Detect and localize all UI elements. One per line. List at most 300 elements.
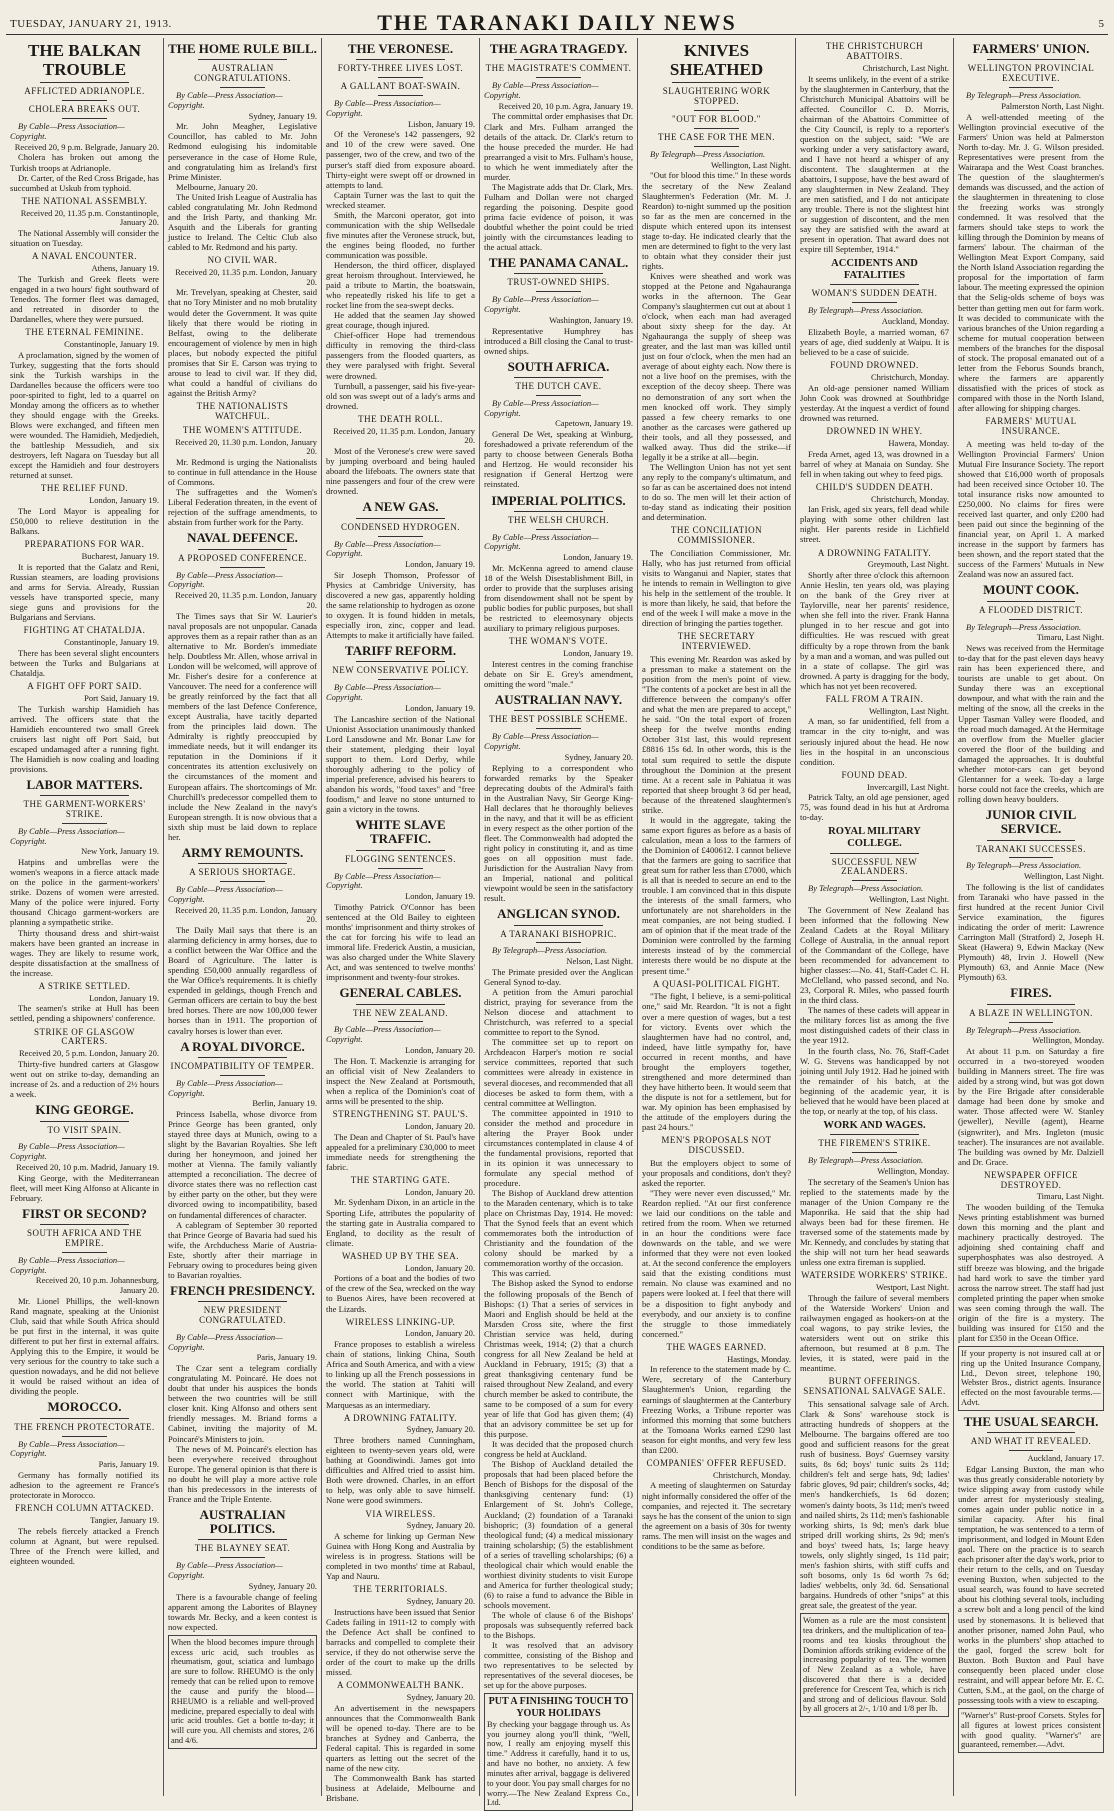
article (168, 42, 317, 252)
rule-divider (514, 925, 603, 926)
article-subhead: SLAUGHTERING WORK STOPPED. (662, 86, 771, 107)
article-headline: GENERAL CABLES. (339, 985, 462, 1001)
article-headline: WHITE SLAVE TRAFFIC. (355, 817, 446, 847)
article-subhead: FLOGGING SENTENCES. (344, 853, 456, 864)
rule-divider (356, 850, 445, 851)
article-paragraph: Patrick Talty, an old age pensioner, aged 75, was found dead in his hut at Ardroma to-day. (800, 792, 949, 823)
rule-divider (852, 302, 897, 303)
article (484, 637, 633, 689)
article (800, 771, 949, 823)
article-headline: THE STARTING GATE. (350, 1174, 451, 1185)
article-paragraph: Turnbull, a passenger, said his five-year-old son was swept out of a lady's arms and drowned. (326, 380, 475, 411)
article-subhead: AND WHAT IT REVEALED. (970, 1436, 1092, 1447)
article-dateline: London, January 19. (405, 702, 475, 713)
article-headline: MOROCCO. (47, 1399, 122, 1415)
article-dateline: Received 20, 11.30 p.m. London, January 20. (175, 436, 317, 457)
article-paragraph: Mr. Redmond is urging the Nationalists to continue in full attendance in the House of Commons. (168, 457, 317, 488)
article-dateline: Berlin, January 19. (252, 1098, 317, 1109)
article-dateline: Westport, Last Night. (876, 1282, 949, 1293)
article-dateline: Sydney, January 20. (406, 1424, 475, 1435)
article-headline: AUSTRALIAN POLITICS. (199, 1506, 286, 1537)
rule-divider (1009, 1450, 1053, 1451)
article-dateline: London, January 20. (405, 1262, 475, 1273)
article-headline: A STRIKE SETTLED. (38, 980, 131, 991)
column-6 (796, 38, 954, 1796)
article-byline: By Telegraph—Press Association. (808, 1155, 924, 1166)
article-paragraph: Mr. McKenna agreed to amend clause 18 of the Welsh Disestablishment Bill, in order to provide that the surpluses arising from disendowment shall not be spent by public bodies for public purposes, but shall be restricted to eleemosynary objects auxiliary to primary religious purposes. (484, 563, 633, 634)
article-paragraph: Edgar Lansing Buxton, the man who was thus greatly considerable notoriety by twice slipping away from custody while under arrest for mysteriously stealing, comes again under public notice in a similar capacity. After his final temptation, he was sentenced to a term of imprisonment, and lodged in Mount Eden gaol. There on the practice is to search each prisoner after the day's work, prior to their return to the cells, and on Tuesday evening Buxton, when subjected to the usual search, was found to have secreted about his clothing several tools, including a screw bolt and a long pencil of the kind used by stonemasons. It is believed that another prisoner, named John Paul, who works in the plumbers' shop attached to the gaol, forged the screw bolt for Buxton. Both Buxton and Paul have consequently been placed under close restraint, and will appear before Mr. E. C. Cutten, S.M., at the gaol, on the charge of possessing tools with a view to escaping. (958, 1463, 1104, 1705)
article (326, 1585, 475, 1677)
article (10, 626, 159, 678)
article-paragraph: The Wellington Union has not yet sent any reply to the company's ultimatum, and so far as can be ascertained does not intend to do so. The men will let their action of to-day stand as indicating their position and determination. (642, 461, 791, 523)
article (642, 42, 791, 522)
article-dateline: Sydney, January 20. (406, 1692, 475, 1703)
article (168, 1284, 317, 1504)
article-headline: THE WOMEN'S ATTITUDE. (182, 424, 303, 435)
rule-divider (62, 118, 107, 119)
article-byline: By Cable—Press Association—Copyright. (168, 883, 283, 904)
article-byline: By Cable—Press Association—Copyright. (10, 1254, 125, 1275)
article (10, 540, 159, 622)
article-headline: A NAVAL ENCOUNTER. (31, 251, 138, 262)
article-dateline: Wellington, Monday. (1032, 1035, 1104, 1046)
article-dateline: Received 20, 5 p.m. London, January 20. (19, 1048, 159, 1059)
rule-divider (987, 59, 1075, 60)
article-paragraph: The secretary of the Seamen's Union has replied to the statements made by the manager of the Union Company re the Maponrika. He said that the ship had always been bad for these firemen. He traversed some of the statements made by Mr. Kennedy, and concludes by stating that the ship will not turn her head seawards unless one extra fireman is supplied. (800, 1176, 949, 1268)
rule-divider (40, 82, 129, 83)
rule-divider (356, 59, 445, 60)
advertisement (168, 1635, 317, 1749)
article-dateline: London, January 20. (405, 1120, 475, 1131)
rule-divider (536, 728, 581, 729)
article-dateline: Timaru, Last Night. (1036, 632, 1104, 643)
article-dateline: Sydney, January 20. (406, 1520, 475, 1531)
article (168, 426, 317, 528)
ad-text: By checking your baggage through us. As you journey along you'll think, "Well, now, I really am enjoying myself this time." Address it carefully, hand it to us, and have no bother, no anxiety. A few minutes after arrival, baggage is delivered to your door. You pay small charges for no worry.—The New Zealand Express Co., Ltd. (487, 1719, 630, 1808)
masthead (6, 4, 1108, 35)
article (168, 402, 317, 422)
article (958, 42, 1104, 413)
article-headline: TARIFF REFORM. (344, 643, 457, 659)
article-byline: By Cable—Press Association—Copyright. (10, 1141, 125, 1162)
article-subhead: "OUT FOR BLOOD." (672, 114, 761, 125)
article-subhead: TARANAKI SUCCESSES. (976, 843, 1086, 854)
article-subhead: NEW PRESIDENT CONGRATULATED. (199, 1305, 286, 1326)
article (800, 695, 949, 767)
rule-divider (356, 518, 445, 519)
article (958, 583, 1104, 803)
article-paragraph: A man, so far unidentified, fell from a tramcar in the city to-night, and was seriously injured about the head. He now lies in the hospital in an unconscious condition. (800, 716, 949, 767)
article-headline: A DROWNING FATALITY. (343, 1412, 458, 1423)
article-paragraph: There is a favourable change of feeling apparent among the Laborites of Blayney towards Mr. Becky, and a keen contest is now expected. (168, 1591, 317, 1632)
rule-divider (62, 100, 107, 101)
article-paragraph: The Dean and Chapter of St. Paul's have appealed for a preliminary £30,000 to meet immediate needs for strengthening the fabric. (326, 1131, 475, 1172)
article-subhead: INCOMPATIBILITY OF TEMPER. (170, 1060, 315, 1071)
article (168, 846, 317, 1036)
article-paragraph: There has been several slight encounters between the Turks and Bulgarians at Chataldja. (10, 647, 159, 678)
article-paragraph: The whole of clause 6 of the Bishops' proposals was subsequently referred back to the Bishops. (484, 1610, 633, 1641)
rule-divider (672, 82, 761, 83)
article (800, 826, 949, 1115)
article-paragraph: Melbourne, January 20. (176, 181, 258, 192)
article-subhead: TO VISIT SPAIN. (47, 1124, 122, 1135)
article-dateline: London, January 19. (405, 891, 475, 902)
article (10, 252, 159, 324)
rule-divider (694, 128, 739, 129)
ad-text: If your property is not insured call at or ring up the United Insurance Company, Ltd., Devon street, telephone 190, Webster Bros., district agents. Insurance effected on the most favourable terms.—Advt. (961, 1348, 1101, 1408)
article-byline: By Cable—Press Association—Copyright. (326, 98, 441, 118)
article-dateline: Sydney, January 19. (248, 110, 317, 121)
article-headline: THE DEATH ROLL. (358, 413, 443, 424)
article-paragraph: This evening Mr. Reardon was asked by a pressman to make a statement on the position from the men's point of view. "The contents of a pocket are best in all the difference between the company's offer and what the men are prepared to accept," he said. "On the total export of frozen sheep for the twelve months ending October 31st last, this would represent £8816 15s 6d. In other words, this is the total sum required to settle the dispute throughout the Dominion at the present time. At a recent sale in Pahiatua it was reported that sheep brought 3 6d per head, because of the threatened slaughtermen's strike. (642, 654, 791, 815)
article-headline: ANGLICAN SYNOD. (497, 906, 620, 922)
article-paragraph: Germany has formally notified its adhesion to the agreement re France's protectorate in Morocco. (10, 1469, 159, 1501)
article-byline: By Cable—Press Association—Copyright. (10, 825, 125, 846)
article (326, 1414, 475, 1506)
article-paragraph: The Daily Mail says that there is an alarming deficiency in army horses, due to a conflict between the War Office and the Board of Agriculture. The latter is spending £50,000 annually regardless of the War Office's requirements. It is chiefly expended in geldings, though French and German officers are certain to buy the best bred horses. There are now 100,000 fewer horses than in 1911. The proportion of cavalry horses is lower than ever. (168, 925, 317, 1036)
newspaper-columns (6, 38, 1108, 1808)
rule-divider (536, 529, 581, 530)
article-paragraph: Hatpins and umbrellas were the women's weapons in a fierce attack made on the police in the garment-workers' strike. Dozens of women were arrested. Many of the police were injured. Forty thousand Chicago garment-workers are planning a sympathetic strike. (10, 857, 159, 928)
article-paragraph: "The fight, I believe, is a semi-political one," said Mr. Reardon. "It is not a fight over a mere question of wages, but a test for victory. Events over which the slaughtermen have had no control, and, indeed, have little sympathy for, have occurred in recent months, and have brought the employers together, strengthened and more determined than they have hitherto been. It would seem that the dispute is not for a settlement, but for war. My opinion has been emphasised by the attitude of the employers during the past 24 hours." (642, 991, 791, 1133)
article-subhead: A TARANAKI BISHOPRIC. (500, 928, 617, 939)
rule-divider (830, 284, 919, 285)
article-headline: THE BALKAN TROUBLE (28, 41, 141, 79)
column-7 (954, 38, 1108, 1796)
article-headline: ARMY REMOUNTS. (181, 844, 304, 860)
issue-date: TUESDAY, JANUARY 21, 1913. (10, 18, 172, 30)
article-dateline: Auckland, Monday. (881, 316, 949, 327)
article-headline: WASHED UP BY THE SEA. (342, 1250, 459, 1261)
article-headline: STRIKE OF GLASGOW CARTERS. (33, 1026, 135, 1047)
article-paragraph: The suffragettes and the Women's Liberal Federation threaten, in the event of rejection of the suffrage amendments, to abstain from further work for the Party. (168, 487, 317, 528)
article-headline: FIGHTING AT CHATALDJA. (23, 625, 146, 636)
article-dateline: Athens, January 19. (91, 263, 159, 274)
article-byline: By Cable—Press Association—Copyright. (484, 294, 599, 315)
article-paragraph: But the employers object to some of your proposals and conditions, don't they? asked the reporter. (642, 1157, 791, 1188)
article-headline: THE CHRISTCHURCH ABATTOIRS. (825, 41, 924, 61)
article-paragraph: In reference to the statement made by C. Were, secretary of the Canterbury Slaughtermen's Union, regarding the earnings of slaughtermen at the Canterbury Freezing Works, a Tribune reporter was informed this morning that some butchers at the Tomoana Works earned £290 last season for eight months, and very few less than £200. (642, 1364, 791, 1455)
article-headline: A NEW GAS. (362, 499, 439, 515)
article-paragraph: The seamen's strike at Hull has been settled, pending a shipowners' conference. (10, 1003, 159, 1024)
advertisement (958, 1708, 1104, 1753)
article (958, 1415, 1104, 1705)
article-headline: WORK AND WAGES. (823, 1119, 926, 1131)
article-headline: DROWNED IN WHEY. (826, 425, 923, 436)
article-paragraph: Timothy Patrick O'Connor has been sentenced at the Old Bailey to eighteen months' imprisonment and thirty strokes of the cat for forcing his wife to lead an immoral life. Frederick Austin, a musician, was also charged under the White Slavery Act, and was sentenced to twelve months' imprisonment and twenty-four strokes. (326, 901, 475, 983)
article-paragraph: A meeting was held to-day of the Wellington Provincial Farmers' Union Mutual Fire Insurance Society. The report showed that £16,000 worth of proposals had been received since October 10. The total insurance risks now amounted to £250,000. No claims for fires were received last quarter, and only £200 had been paid out since the beginning of the financial year, on April 1. A marked increase in the support by farmers has been shown, and the report stated that the success of the Farmers' Mutuals in New Zealand was now an assured fact. (958, 438, 1104, 580)
article-dateline: Sydney, January 20. (564, 751, 633, 762)
article-subhead: THE NEW ZEALAND. (352, 1007, 449, 1018)
rule-divider (198, 863, 287, 864)
article-paragraph: Mr. Sydenham Dixon, in an article in the Sporting Life, attributes the popularity of the starting gate in Australia compared to England, to docility as the result of climate. (326, 1197, 475, 1248)
advertisement (484, 1693, 633, 1811)
rule-divider (378, 679, 423, 680)
article-paragraph: Ian Frisk, aged six years, fell dead while playing with some other children last night. Her parents reside in Lichfield street. (800, 504, 949, 545)
article-subhead: THE WELSH CHURCH. (507, 514, 610, 525)
article-paragraph: Of the Veronese's 142 passengers, 92 and 10 of the crew were saved. One passenger, two of the crew, and two of the purser's staff died from exposure aboard. Thirty-eight were swept off or drowned in attempts to land. (326, 129, 475, 190)
article (10, 1400, 159, 1500)
article-paragraph: Thirty thousand dress and shirt-waist makers have been granted an increase in wages. They are likely to resume work, despite dissatisfaction at the smallness of the increase. (10, 927, 159, 978)
article-paragraph: The wooden building of the Temuka News printing establishment was burned down this morning and the plant and machinery practically destroyed. The adjoining shed containing chaff and superphosphates was also destroyed. A stiff breeze was blowing, and the brigade had hard work to save the timber yard across the narrow street. The staff had just completed printing the paper when smoke was seen coming through the wall. The origin of the fire is a mystery. The building was insured for £150 and the plant for £350 in the Ocean Office. (958, 1202, 1104, 1343)
article-dateline: London, January 20. (405, 1044, 475, 1055)
article-subhead: AUSTRALIAN CONGRATULATIONS. (194, 63, 291, 84)
article-headline: COMPANIES' OFFER REFUSED. (646, 1457, 787, 1468)
article (326, 1110, 475, 1172)
rule-divider (62, 1138, 107, 1139)
article-paragraph: The Lord Mayor is appealing for £50,000 to relieve destitution in the Balkans. (10, 505, 159, 537)
article-headline: FIRES. (1010, 985, 1052, 1001)
article-dateline: Received 20, 10 p.m. Agra, January 19. (498, 100, 633, 111)
advertisement (800, 1613, 949, 1717)
article-dateline: Nelson, Last Night. (566, 956, 633, 967)
article-headline: THE AGRA TRAGEDY. (489, 41, 628, 56)
column-4 (480, 38, 638, 1808)
article-paragraph: The rebels fiercely attacked a French column at Agnant, but were repulsed. Three of the French were killed, and eighteen wounded. (10, 1525, 159, 1566)
article-dateline: Wellington, Last Night. (1023, 871, 1104, 882)
article-byline: By Telegraph—Press Association. (966, 90, 1082, 101)
article-byline: By Cable—Press Association—Copyright. (326, 870, 441, 891)
rule-divider (378, 95, 423, 96)
article-headline: KNIVES SHEATHED (669, 41, 764, 79)
article-dateline: London, January 20. (405, 1328, 475, 1339)
article (168, 1508, 317, 1632)
rule-divider (356, 1004, 445, 1005)
rule-divider (830, 1134, 919, 1135)
article (326, 1176, 475, 1248)
article (10, 42, 159, 193)
article (800, 483, 949, 545)
article-headline: JUNIOR CIVIL SERVICE. (985, 806, 1077, 837)
article-dateline: Received 20, 11.35 p.m. London, January 20. (175, 590, 317, 610)
rule-divider (514, 710, 603, 711)
article-paragraph: The committee set up to report on Archdeacon Harper's motion re social service committees, reported that such committees were already in existence in several dioceses, and recommended that all dioceses be asked to form them, with a central committee at Wellington. (484, 1037, 633, 1108)
article-dateline: Christchurch, Monday. (870, 493, 949, 504)
article-byline: By Cable—Press Association—Copyright. (484, 397, 599, 418)
ad-title: PUT A FINISHING TOUCH TO YOUR HOLIDAYS (488, 1696, 629, 1720)
article-dateline: Auckland, January 17. (1027, 1453, 1104, 1464)
article-paragraph: The Hon. T. Mackenzie is arranging for an official visit of New Zealanders to inspect the New Zealand at Portsmouth, when a replica of the Dominion's coat of arms will be presented to the ship. (326, 1055, 475, 1106)
article (484, 42, 633, 252)
article-paragraph: The National Assembly will consider the situation on Tuesday. (10, 228, 159, 249)
article-byline: By Cable—Press Association—Copyright. (168, 1077, 283, 1098)
article-dateline: Received 20, 9 p.m. Belgrade, January 20. (14, 141, 159, 152)
article-headline: THE CONCILIATION COMMISSIONER. (670, 525, 763, 545)
article-subhead: THE DUTCH CAVE. (515, 381, 602, 392)
article-subhead: A FLOODED DISTRICT. (978, 604, 1084, 615)
article (10, 197, 159, 249)
article-paragraph: The Magistrate adds that Dr. Clark, Mrs. Fulham and Dollan were not charged regarding the poisoning. Despite good prima facie evidence of poison, it was doubtful whether the point could be tried jointly with the circumstances leading to the actual attack. (484, 181, 633, 253)
article (326, 415, 475, 497)
article-paragraph: Sir Joseph Thomson, Professor of Physics at Cambridge University, has discovered a new gas, apparently holding the same relationship to hydrogen as ozone to oxygen. It is found hidden in metals, especially iron, zinc, copper and lead. Attempts to make it artificially have failed. (326, 569, 475, 641)
article-paragraph: At about 11 p.m. on Saturday a fire occurred in a two-storeyed wooden building in Manners street. The fire was aided by a strong wind, but was got down by the Fire Brigade after considerable damage had been done by smoke and water. Those affected were W. Stanley (jeweller), Neville (agent), Hearne (signwriter), and Mrs. Ingleton (music teacher). The insurances are not available. The building was owned by Mr. Dalziell and Dr. Grace. (958, 1046, 1104, 1167)
article-headline: FRENCH COLUMN ATTACKED. (14, 1503, 155, 1514)
rule-divider (1009, 87, 1053, 88)
article (800, 549, 949, 691)
article-paragraph: An advertisement in the newspapers announces that the Commonwealth Bank will be opened to-day. There are to be branches at Sydney and Canberra, the Federal capital. This is regarded in some quarters as letting out the secret of the name of the new city. (326, 1703, 475, 1774)
article-paragraph: The names of these cadets will appear in the military forces list as among the five most distinguished cadets of their class in the year 1912. (800, 1005, 949, 1046)
article-headline: THE USUAL SEARCH. (963, 1413, 1099, 1429)
article-paragraph: It is reported that the Galatz and Reni, Russian steamers, are loading provisions and arms for Servia. Already, Russian vessels have transported specie, many siege guns and provisions for the Bulgarians and Servians. (10, 561, 159, 622)
article-subhead: A GALLANT BOAT-SWAIN. (340, 81, 461, 92)
article-headline: FOUND DROWNED. (830, 360, 919, 371)
article-dateline: Lisbon, January 19. (407, 118, 475, 129)
rule-divider (852, 880, 897, 881)
article-byline: By Telegraph—Press Association. (966, 621, 1082, 632)
rule-divider (1009, 1022, 1053, 1023)
article-dateline: Greymouth, Last Night. (867, 559, 949, 570)
article (326, 818, 475, 982)
rule-divider (40, 795, 129, 796)
article (642, 1459, 791, 1551)
article-dateline: Christchurch, Monday. (712, 1469, 791, 1480)
rule-divider (694, 146, 739, 147)
article-headline: FARMERS' UNION. (972, 41, 1090, 56)
article-byline: By Cable—Press Association—Copyright. (168, 1331, 283, 1352)
article-byline: By Cable—Press Association—Copyright. (168, 90, 283, 110)
article-dateline: Received 20, 11.35 p.m. London, January 20. (175, 904, 317, 925)
rule-divider (198, 1057, 287, 1058)
article-headline: THE VERONESE. (347, 41, 454, 56)
article-paragraph: Elizabeth Boyle, a married woman, 67 years of age, died suddenly at Waipu. It is believed to be a case of suicide. (800, 326, 949, 357)
article-paragraph: Mr. Lionel Phillips, the well-known Rand magnate, speaking at the Unionist Club, said that while South Africa should be put first in the internal, it was quite different to put her first in external affairs. Applying this to the Empire, it would be very serious for the country to take such a question nowadays, and he did not believe it would be raised without an idea of dividing the people. (10, 1296, 159, 1397)
article-dateline: Received 20, 10 p.m. Madrid, January 19. (16, 1161, 159, 1172)
article-paragraph: "Out for blood this time." In these words the secretary of the New Zealand Slaughtermen's Federation (Mr. M. J. Reardon) to-night summed up the position so far as the men are concerned in the dispute which entered upon its intensest stage to-day. He indicated clearly that the men are determined to fight to the very last to obtain what they consider their just rights. (642, 170, 791, 271)
rule-divider (378, 868, 423, 869)
article-headline: THE NATIONAL ASSEMBLY. (21, 195, 148, 206)
article-dateline: Hastings, Monday. (727, 1353, 791, 1364)
article (10, 1207, 159, 1397)
article-paragraph: Captain Turner was the last to quit the wrecked steamer. (326, 189, 475, 210)
article-subhead: TRUST-OWNED SHIPS. (507, 277, 610, 288)
article-headline: A COMMONWEALTH BANK. (337, 1680, 464, 1691)
article-paragraph: The Commonwealth Bank has started business at Adelaide, Melbourne and Brisbane. (326, 1773, 475, 1804)
rule-divider (852, 1152, 897, 1153)
article-byline: By Cable—Press Association—Copyright. (484, 731, 599, 752)
article (958, 417, 1104, 579)
article-headline: NO CIVIL WAR. (207, 254, 278, 265)
page-number: 5 (1098, 18, 1104, 30)
article-paragraph: A proclamation, signed by the women of Turkey, suggesting that the forts should sink the Turkish warships in the Dardanelles because the officers were too poor-spirited to fight, led to a quarrel on Monday among the officers as to whether they should engage with the Greeks. Blows were exchanged, and fifteen men were wounded. The Hamidieh, Medjedieh, the battleship Messudieh, and six destroyers, left Nagara on Tuesday but all except the Hamidieh and four destroyers returned at sunset. (10, 349, 159, 481)
article (958, 808, 1104, 982)
article (800, 361, 949, 423)
article-paragraph: Shortly after three o'clock this afternoon Annie Heslin, ten years old, was playing on the bank of the Grey river at Taylorville, near her parents' residence, when she fell into the river. Frank Hanna plunged in to her rescue and got into difficulties. He was rescued with great difficulty by a rope thrown from the bank by a man and a woman, and was pulled out in a state of collapse. The girl was drowned. A party is dragging for the body, which has not yet been recovered. (800, 570, 949, 691)
article (642, 980, 791, 1133)
rule-divider (62, 823, 107, 824)
article-paragraph: Through the failure of several members of the Waterside Workers' Union and railwaymen engaged as hookers-on at the coal wagons, to pay strike levies, the watersiders went out on strike this afternoon, but resumed at 8 p.m. The levies, it is stated, were paid in the meantime. (800, 1292, 949, 1374)
article (484, 693, 633, 903)
rule-divider (198, 1539, 287, 1540)
article-subhead: THE CASE FOR THE MEN. (657, 132, 776, 143)
rule-divider (536, 395, 581, 396)
article-headline: FOUND DEAD. (841, 769, 908, 780)
article-paragraph: The Bishop of Auckland detailed the proposals that had been placed before the Bench of Bishops for the disposal of the thanksgiving centenary fund: (1) Enlargement of St. John's College, Auckland; (2) foundation of a Taranaki bishopric; (3) foundation of a general theological fund; (4) a medical missionary training scholarship; (5) the establishment of a series of travelling scholarships; (6) a theological chair which would enable the worthiest divinity students to visit Europe and America for further theological study; (6) to raise a fund to advance the Bible in schools movement. (484, 1459, 633, 1610)
article-subhead: WOMAN'S SUDDEN DEATH. (811, 288, 938, 299)
rule-divider (40, 1224, 129, 1225)
article (800, 1120, 949, 1267)
article-dateline: Constantinople, January 19. (64, 338, 159, 349)
article-paragraph: The following is the list of candidates from Taranaki who have passed in the first hundred at the recent Junior Civil Service examination, the figures indicating the order of merit: Lawrence Carrington Mall (Stratford) 2, Joseph H. Skeat (Hawera) 9, Edwin Mackay (New Plymouth) 48, Irvin J. Howell (New Plymouth) 63, and Annie Mace (New Plymouth) 63. (958, 881, 1104, 983)
article-headline: THE TERRITORIALS. (353, 1584, 448, 1595)
rule-divider (536, 77, 581, 78)
article-paragraph: Thirty-five hundred carters at Glasgow went out on strike to-day, demanding an increase of 2s. and a reduction of 2½ hours a week. (10, 1059, 159, 1100)
article-subhead: A SERIOUS SHORTAGE. (189, 867, 296, 878)
article-paragraph: Most of the Veronese's crew were saved by jumping overboard and being hauled aboard the lifeboats. The owners state that nine passengers and four of the crew were drowned. (326, 446, 475, 497)
rule-divider (40, 1121, 129, 1122)
article-paragraph: The committal order emphasises that Dr. Clark and Mrs. Fulham arranged the details of the attack. Dr. Clark's return to the house preceded the murder. He had prearranged a visit to Mrs. Fulham's house, to which he went immediately after the murder. (484, 111, 633, 182)
article-paragraph: This sensational salvage sale of Arch. Clark & Sons' warehouse stock is attracting hundreds of shoppers at the Melbourne. The bargains offered are too good and sufficient reasons for the great rush of business. Boys' Guernsey varsity suits, 8s 6d; boys' tunic suits 2s 11d; children's felt and serge hats, 9d; ladies' fabric gloves, 9d pair; children's socks, 4d; men's handkerchiefs, 1s 6d dozen; women's dainty boots, 3s 11d; men's tweed and nailed shirts, 2s 11d; men's fashionable working shirts, 1s 9d; men's dark blue striped drill working shirts, 2s 9d; men's and boys' tweed hats, 1s; large heavy towels, only slightly singed, 1s 11d pair; men's fashion shirts, with stiff cuffs and soft bosoms, only 1s 6d worth 7s 6d; ladies' webbelts, only 3d. 6d. Sensational bargains. Hundreds of other "snips" at this great sale, the greatest of the year. (800, 1399, 949, 1610)
article-paragraph: A well-attended meeting of the Wellington provincial executive of the Farmers' Union was held at Palmerston North to-day. Mr. J. G. Wilson presided. Representatives were present from the Wairarapa and the West Coast branches. The question of the slaughtermen's demands was discussed, and the action of the slaughtermen in threatening to close the freezing works was strongly condemned. It was resolved that the farmers should take steps to work the killing through the Dominion by means of farmers' labour. The chairman of the Wellington Meat Export Company, said the North Island Association regarding the proposal for the importation of farm labour. The meeting expressed the opinion that the Selig-olds scheme of boys was better than getting men out for farm work. It was decided to communicate with the various branches of the Union regarding a scheme for mutual cooperation between members of the branches for the disposal of stock. The proposal emanated out of a letter from the Feborus Sounds branch, where the farmers are apparently dissatisfied with the prices of stock as compared with those in the North Island, after allowing for shipping charges. (958, 111, 1104, 413)
rule-divider (987, 601, 1075, 602)
rule-divider (536, 942, 581, 943)
article-headline: VIA WIRELESS. (365, 1508, 436, 1519)
article-headline: FIRST OR SECOND? (22, 1205, 147, 1221)
article-byline: By Cable—Press Association—Copyright. (326, 1024, 441, 1045)
article-subhead: A BLAZE IN WELLINGTON. (969, 1007, 1093, 1018)
article-dateline: Wellington, Monday. (877, 1166, 949, 1177)
article-paragraph: A cablegram of September 30 reported that Prince George of Bavaria had sued his wife, the Archduchess Marie of Austria-Este, shortly after their marriage in February owing to procedures being given to Bavarian royalties. (168, 1219, 317, 1280)
article-byline: By Cable—Press Association—Copyright. (484, 531, 599, 552)
article-dateline: Wellington, Last Night. (868, 705, 949, 716)
article-byline: By Telegraph—Press Association. (966, 860, 1082, 871)
article-paragraph: The committee appointed in 1910 to consider the method and procedure in altering the Prayer Book under circumstances contemplated in clause 4 of the fundamental provisions, reported that in its opinion it was unnecessary to formulate any special method of procedure. (484, 1107, 633, 1188)
article-headline: KING GEORGE. (35, 1102, 134, 1118)
article-headline: MEN'S PROPOSALS NOT DISCUSSED. (661, 1135, 772, 1155)
article (10, 484, 159, 536)
article-subhead: THE GARMENT-WORKERS' STRIKE. (23, 799, 146, 820)
ad-text: Women as a rule are the most consistent tea drinkers, and the multiplication of tea-rooms and tea kiosks throughout the Dominion affords striking evidence of the increasing popularity of tea. The women of New Zealand as a whole, have discovered that there is a decided preference for Crescent Tea, which is rich and strong and of delicious flavour. Sold by all grocers at 2/-, 1/10 and 1/8 per lb. (803, 1616, 946, 1714)
article (642, 1343, 791, 1455)
article-paragraph: Three brothers named Cunningham, eighteen to twenty-seven years old, were bathing at Goondiwindi. James got into difficulties and Alfred tried to assist him. Both were drowned. Charles, in an effort to help, was only able to save himself. None were good swimmers. (326, 1435, 475, 1506)
article-paragraph: Henderson, the third officer, displayed great heroism throughout. Interviewed, he paid a tribute to Martin, the boatswain, who repeatedly risked his life to get a rocket line from the sea-swept decks. (326, 259, 475, 311)
rule-divider (40, 1418, 129, 1419)
article-headline: BURNT OFFERINGS. SENSATIONAL SALVAGE SALE. (803, 1376, 946, 1397)
article-subhead: A PROPOSED CONFERENCE. (178, 552, 307, 563)
article-paragraph: The Czar sent a telegram cordially congratulating M. Poincaré. He does not doubt that under his auspices the bonds between the two countries will be still closer knit. King Alfonso and others sent friendly messages. M. Briand forms a Cabinet, inviting the majority of M. Poincaré's Ministers to join. (168, 1363, 317, 1444)
article-paragraph: Replying to a correspondent who forwarded remarks by the Speaker deprecating doubts of the Admiral's faith in the Australian Navy, Sir George King-Hall declares that he thoroughly believes in the navy, and that it will be as efficient in every respect as the other portion of the fleet. The Commonwealth had adopted the right policy in constituting it, and as time goes on all opposition must fade. Jurisdiction for the Australian Navy from an Imperial, national and political viewpoint would be seen in the satisfactory result. (484, 762, 633, 904)
article-dateline: Timaru, Last Night. (1036, 1191, 1104, 1202)
article-headline: A QUASI-POLITICAL FIGHT. (652, 978, 781, 989)
article (326, 500, 475, 640)
article-headline: FRENCH PRESIDENCY. (170, 1282, 315, 1298)
article-dateline: London, January 19. (405, 559, 475, 570)
article (958, 986, 1104, 1166)
rule-divider (220, 1329, 265, 1330)
rule-divider (62, 1252, 107, 1253)
ad-text: "Warner's" Rust-proof Corsets. Styles for all figures at lowest prices consistent with good quality. "Warner's" are guaranteed, remember.—Advt. (961, 1710, 1101, 1750)
rule-divider (198, 59, 287, 60)
article (800, 42, 949, 254)
article (800, 1271, 949, 1373)
rule-divider (830, 853, 919, 854)
article-headline: NEWSPAPER OFFICE DESTROYED. (984, 1169, 1078, 1190)
article-byline: By Cable—Press Association—Copyright. (326, 538, 441, 559)
article-subhead: SUCCESSFUL NEW ZEALANDERS. (831, 856, 918, 877)
article-dateline: Port Said, January 19. (84, 692, 159, 703)
article-dateline: Bucharest, January 19. (81, 551, 159, 561)
article (326, 986, 475, 1106)
article-dateline: Paris, January 19. (98, 1459, 159, 1470)
article-paragraph: Freda Arnet, aged 13, was drowned in a barrel of whey at Manaia on Sunday. She fell in when taking out whey to feed pigs. (800, 448, 949, 479)
article-dateline: Capetown, January 19. (555, 418, 633, 429)
article-paragraph: The Government of New Zealand has been informed that the following New Zealand Cadets at the Royal Military College of Australia, in the annual report of the Commandant of the College, have been recommended for advancement to higher classes:—No. 41, Staff-Cadet C. H. McClelland, who passed second, and No. 23, Corporal R. Miles, who passed fourth in the third class. (800, 904, 949, 1006)
article-paragraph: Chief-officer Hope had tremendous difficulty in removing the third-class passengers from the flooded quarters, as they were paralysed with fright. Several were drowned. (326, 330, 475, 381)
article-paragraph: The Primate presided over the Anglican General Synod to-day. (484, 967, 633, 988)
rule-divider (514, 511, 603, 512)
rule-divider (378, 1021, 423, 1022)
article (326, 1252, 475, 1314)
article-headline: THE RELIEF FUND. (40, 483, 129, 494)
